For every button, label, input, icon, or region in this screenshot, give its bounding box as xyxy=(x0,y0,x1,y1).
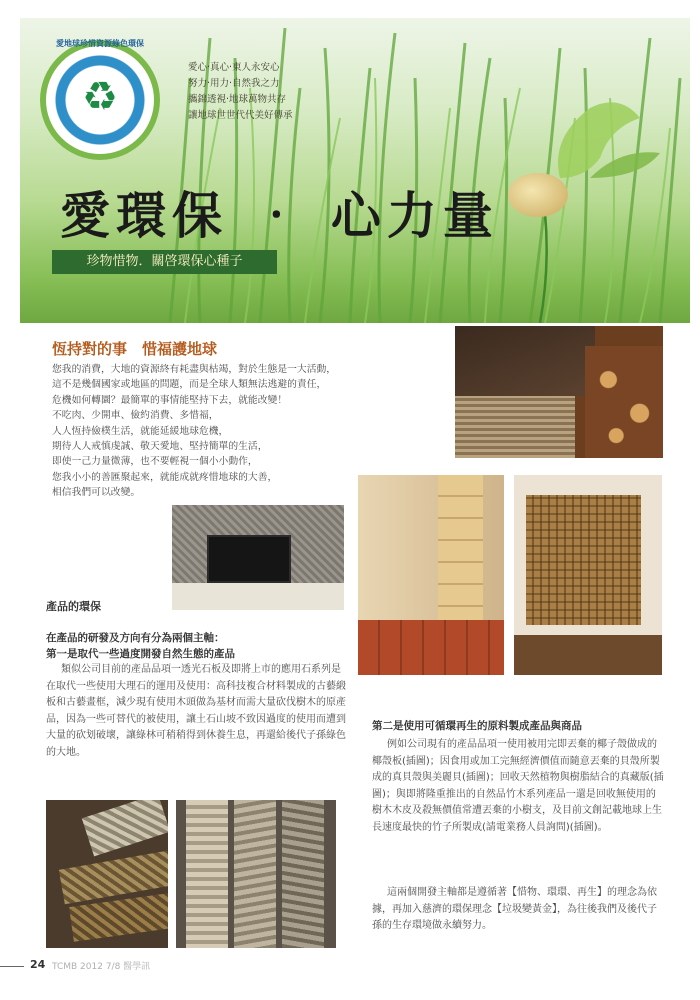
section-subhead: 第二是使用可循環再生的原料製成產品與商品 xyxy=(372,720,582,732)
eco-logo xyxy=(40,40,160,160)
poem-line: 讓地球世世代代美好傳承 xyxy=(188,110,293,121)
poem-line: 努力‧用力‧自然我之力 xyxy=(188,78,280,89)
section-paragraph: 例如公司現有的產品品項一使用被用完即丟棄的椰子殼做成的椰殼板(插圖)；因食用或加工完無經濟價值而隨意丟棄的貝殼所製成的真貝殼與美麗貝(插圖)；回收天然植物與樹脂結合的真藏版(插圖)；與即將隆重推出的自然品竹木系列產品一還是回收無使用的樹木木皮及殺無價值常遭丟棄的小樹支，及目前文創記載地球上生長速度最快的竹子所製成(請電業務人員詢問)(插圖)。 xyxy=(372,739,664,833)
section-heading: 產品的環保 xyxy=(46,600,101,613)
photo-tv-stone-wall xyxy=(172,505,344,610)
text-line: 人人恆持儉樸生活，就能延緩地球危機， xyxy=(52,425,229,437)
text-line: 即使一己力量微薄，也不要輕視一個小小動作， xyxy=(52,456,258,468)
subtitle-banner: 珍物惜物．關啓環保心種子 xyxy=(52,250,277,274)
publication-info: TCMB 2012 7/8 醫學訊 xyxy=(52,962,151,972)
page-title: 愛環保 ‧ 心力量 xyxy=(60,186,499,245)
section-subheads xyxy=(46,630,346,662)
footer-rule xyxy=(0,966,24,967)
section-paragraph: 這兩個開發主軸都是遵循著【惜物、環環、再生】的理念為依據，再加入慈濟的環保理念【垃圾變黃金】，為往後我們及後代子孫的生存環境做永續努力。 xyxy=(372,887,657,931)
photo-carved-frames xyxy=(46,800,168,948)
text-line: 期待人人戒慎虔誠、敬天愛地、堅持簡單的生活， xyxy=(52,441,268,453)
section-heading: 恆持對的事 惜福護地球 xyxy=(52,340,218,358)
logo-text: 愛地球珍惜資源綠色環保 xyxy=(56,39,144,48)
section-body xyxy=(52,362,372,501)
poem-line: 愛心‧真心‧東人永安心 xyxy=(188,62,280,73)
text-line: 您我小小的善匯聚起來，就能成就疼惜地球的大善， xyxy=(52,471,278,483)
poem-line: 攜錦透視‧地球萬物共存 xyxy=(188,94,287,105)
text-line: 危機如何轉圜？最簡單的事情能堅持下去，就能改變！ xyxy=(52,394,288,406)
hero-banner xyxy=(20,18,690,323)
section-paragraph: 類似公司目前的產品品項一透光石板及即將上市的應用石系列是在取代一些使用大理石的運用及使用：高科技複合材料製成的古藝緞板和古藝畫框，減少現有使用木頭做為基材而需大量砍伐樹木的原產品，因為一些可替代的被使用，讓土石山坡不致因過度的使用而遭到大量的砍划破壞，讓綠林可稍稍得到休養生息，再還給後代子孫綠色的大地。 xyxy=(46,664,346,758)
text-line: 您我的消費，大地的資源終有耗盡與枯竭，對於生態是一大活動， xyxy=(52,364,337,375)
photo-bamboo-panels xyxy=(176,800,336,948)
seed-illustration xyxy=(508,173,568,217)
photo-bamboo-room xyxy=(358,475,504,675)
text-line: 相信我們可以改變。 xyxy=(52,487,141,499)
text-line: 這不是幾個國家或地區的問題，而是全球人類無法逃避的責任， xyxy=(52,379,327,391)
subhead-line: 在產品的研發及方向有分為兩個主軸： xyxy=(46,632,225,644)
photo-coconut-panel xyxy=(514,475,662,675)
recycle-icon: ♻ xyxy=(82,74,118,120)
page-number: 24 xyxy=(30,958,46,971)
subhead-line: 第一是取代一些過度開發自然生態的產品 xyxy=(46,648,235,660)
text-line: 不吃肉、少開車、儉約消費、多惜福， xyxy=(52,410,219,422)
hero-poem xyxy=(188,60,293,124)
photo-wood-logs xyxy=(455,326,663,458)
